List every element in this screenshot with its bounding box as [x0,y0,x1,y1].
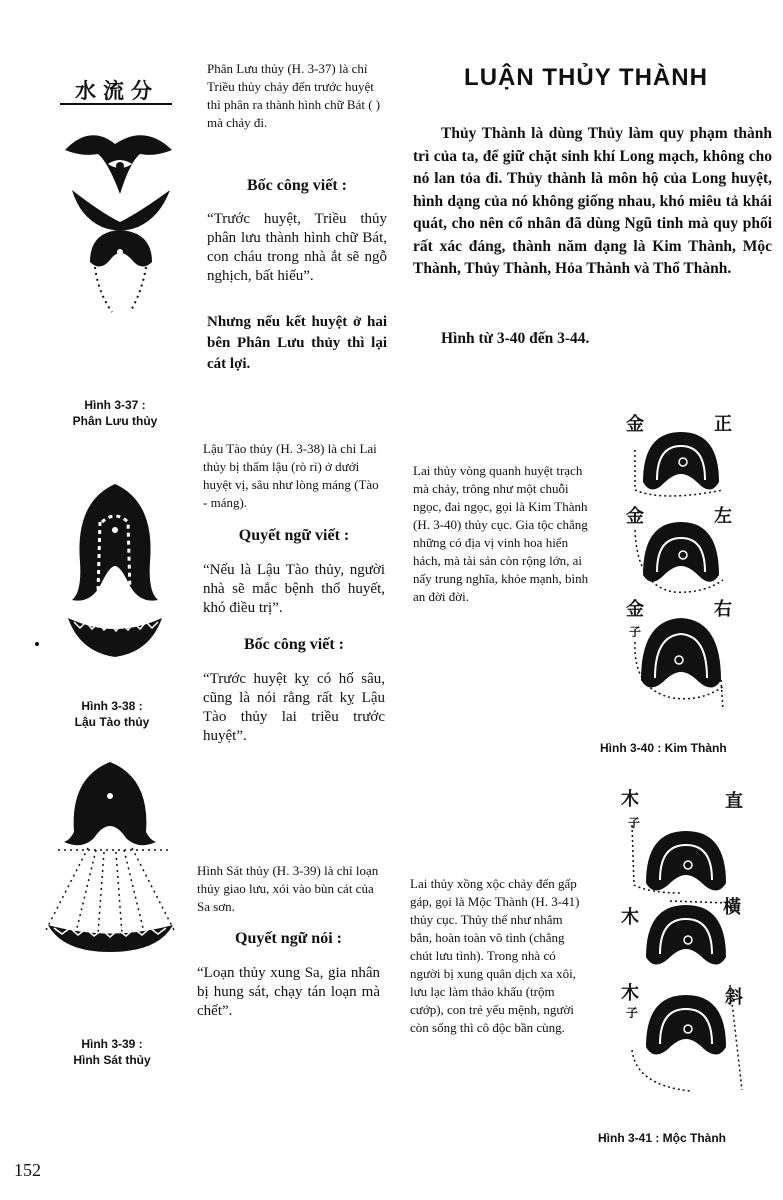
fig40-label-kim-3: 金 [626,599,644,620]
fig39-base-shape [48,925,173,952]
fig37-middle-shape [72,190,170,231]
caption-3-40: Hình 3-40 : Kim Thành [600,741,727,755]
sec39-heading: Quyết ngữ nói : [235,930,342,947]
fig40-dome-2 [643,522,719,582]
figure-3-40 [603,410,753,710]
caption-3-37-line1: Hình 3-37 : [84,398,146,412]
sec37-heading: Bốc công viết : [247,177,347,194]
sec38-quote-1: “Nếu là Lậu Tào thủy, người nhà sẽ mắc bệnh thổ huyết, khó điều trị”. [203,562,385,616]
sec39-description: Hình Sát thủy (H. 3-39) là chỉ loạn thủy giao lưu, xói vào bùn cát của Sa sơn. [197,863,379,914]
sec40-description: Lai thủy vòng quanh huyệt trạch mà chảy, trông như một chuỗi ngọc, đai ngọc, gọi là Kim Thành (H. 3-40) thủy cục. Gia tộc chẳng những có địa vị vinh hoa hiển hách, mà tài sản còn rộng lớn, ai nấy trung nghĩa, khỏe mạnh, bình an đời đời. [413,463,589,604]
fig40-dome-3 [641,618,721,688]
page-title: LUẬN THỦY THÀNH [464,64,708,91]
sec37-quote: “Trước huyệt, Triều thủy phân lưu thành hình chữ Bát, con cháu trong nhà ắt sẽ ngỗ nghịch, bất hiếu”. [207,211,387,284]
fig41-label-ta: 斜 [725,987,743,1008]
sec38-quote-2: “Trước huyệt kỵ có hố sâu, cũng là nói rằng rất kỵ Lậu Tào thủy lai triều trước huyệt”. [203,671,385,744]
sec38-description: Lậu Tào thủy (H. 3-38) là chỉ Lai thủy bị thấm lậu (rò rỉ) ở dưới huyệt vị, sâu như lòng máng (Tào - máng). [203,441,379,510]
fig40-label-kim-2: 金 [626,506,644,527]
fig41-dome-3 [646,995,726,1055]
figure-3-38 [60,482,170,662]
sec37-note: Nhưng nếu kết huyệt ở hai bên Phân Lưu thủy thì lại cát lợi. [207,314,387,372]
fig37-lower-shape [90,230,152,267]
intro-figure-range: Hình từ 3-40 đến 3-44. [441,330,590,347]
caption-3-41: Hình 3-41 : Mộc Thành [598,1131,727,1145]
sec41-description: Lai thủy xồng xộc chảy đến gấp gáp, gọi là Mộc Thành (H. 3-41) thủy cục. Thủy thế như nhắm bắn, hoàn toàn vô tình (chẳng chút lưu tình). Trong nhà có người bị xung quân dịch xa xôi, lưu lạc làm thảo khấu (trộm cướp), con trẻ yểu mệnh, người còn sống thì cô độc bần cùng. [410,876,580,1035]
fig41-label-moc-1: 木 [621,789,639,810]
fig41-label-hoanh: 橫 [723,897,741,918]
left-header-rule [60,103,172,105]
fig40-dome-1 [643,432,719,490]
figure-3-39 [38,760,183,955]
fig41-label-moc-2: 木 [621,907,639,928]
fig40-label-tu: 子 [628,625,642,639]
fig40-label-ta: 左 [714,506,732,527]
left-header-calligraphy: 水流分 [75,79,159,103]
fig40-label-chinh: 正 [714,414,732,435]
fig41-label-truc: 直 [725,791,743,812]
fig41-dome-2 [646,905,726,965]
fig41-label-tu-1: 子 [627,816,641,830]
fig38-vessel-shape [72,484,158,601]
fig41-dome-1 [646,831,726,891]
caption-3-39-line2: Hình Sát thủy [73,1053,151,1067]
caption-3-37-line2: Phân Lưu thủy [72,414,158,428]
figure-3-37 [60,122,180,317]
fig40-label-kim-1: 金 [626,414,644,435]
figure-3-41 [610,785,760,1100]
caption-3-38-line2: Lậu Tào thủy [74,715,150,729]
page-number: 152 [14,1160,41,1180]
fig41-label-moc-3: 木 [621,983,639,1004]
sec39-quote: “Loạn thủy xung Sa, gia nhân bị hung sát, chạy tán loạn mà chết”. [197,965,380,1019]
sec38-heading-1: Quyết ngữ viết : [238,527,350,544]
fig40-label-huu: 右 [714,599,732,620]
fig41-label-tu-2: 子 [625,1006,639,1020]
caption-3-39-line1: Hình 3-39 : [81,1037,143,1051]
sec38-heading-2: Bốc công viết : [244,636,344,653]
intro-paragraph: Thủy Thành là dùng Thủy làm quy phạm thành trì của ta, để giữ chặt sinh khí Long mạch, không cho nó lan tỏa đi. Thủy thành là môn hộ của Long huyệt, hình dạng của nó không giống nhau, khó miêu tả khái quát, cho nên cổ nhân đã dùng Ngũ tinh mà quy phối rất xác đáng, thành năm dạng là Kim Thành, Mộc Thành, Thủy Thành, Hỏa Thành và Thổ Thành. [413,125,772,277]
sec37-description: Phân Lưu thủy (H. 3-37) là chỉ Triều thủy chảy đến trước huyệt thì phân ra thành hình chữ Bát ( ) mà chảy đi. [207,61,381,130]
fig39-mound-shape [64,762,156,845]
stray-dot [35,642,39,646]
caption-3-38-line1: Hình 3-38 : [81,699,143,713]
